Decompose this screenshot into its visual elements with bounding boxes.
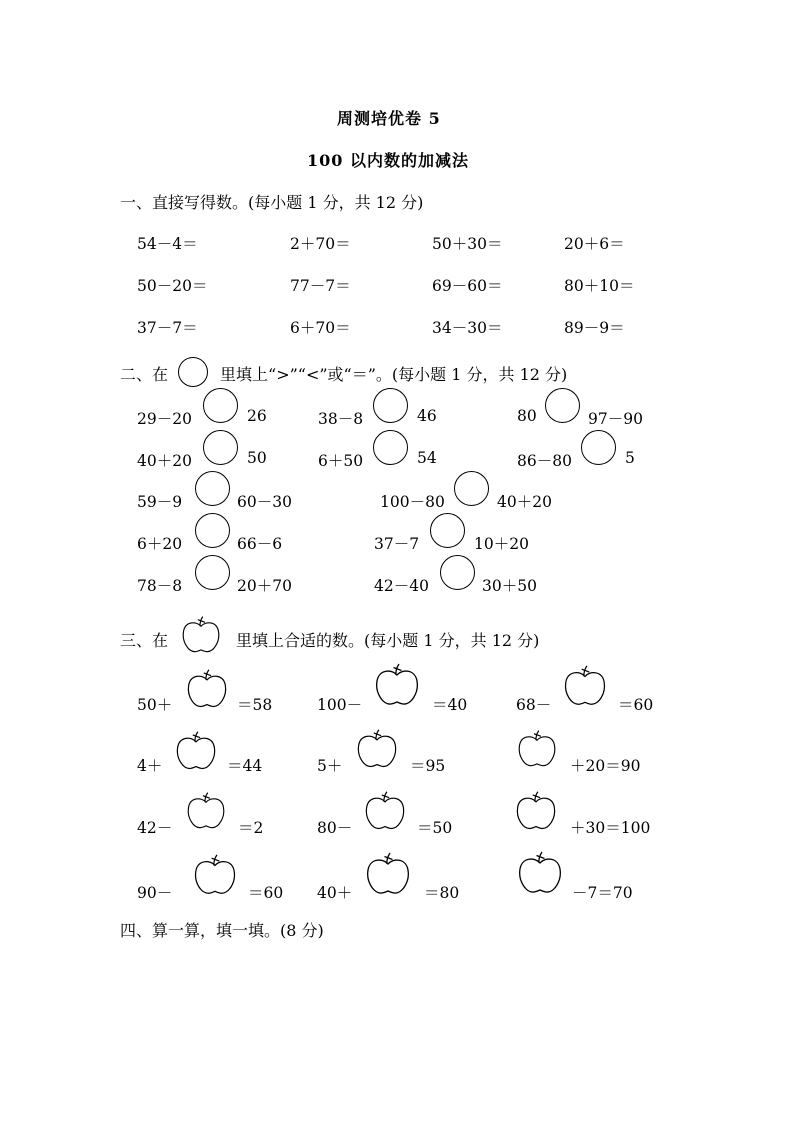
s3-item-6-right: ＋20＝90 xyxy=(570,757,641,775)
s3-item-11-right: ＝80 xyxy=(424,884,460,902)
apple-answer-box[interactable] xyxy=(516,850,564,896)
answer-circle[interactable] xyxy=(195,555,230,590)
apple-icon xyxy=(180,615,222,655)
answer-circle[interactable] xyxy=(430,513,465,548)
answer-circle[interactable] xyxy=(545,388,580,423)
s1-item-6: 77－7＝ xyxy=(290,277,351,295)
s2-item-1-left: 29－20 xyxy=(137,410,192,428)
s1-item-12: 89－9＝ xyxy=(564,319,625,337)
s1-item-2: 2＋70＝ xyxy=(290,235,351,253)
s3-item-9-right: ＋30＝100 xyxy=(570,819,651,837)
s2-item-6-right: 5 xyxy=(625,449,635,467)
s2-item-12-left: 42－40 xyxy=(374,577,429,595)
s2-item-7-right: 60－30 xyxy=(237,493,292,511)
s3-item-1-right: ＝58 xyxy=(237,696,273,714)
s1-item-1: 54－4＝ xyxy=(137,235,198,253)
section-2-heading xyxy=(120,362,567,387)
s3-item-7-right: ＝2 xyxy=(238,819,264,837)
apple-answer-box[interactable] xyxy=(192,852,238,898)
answer-circle[interactable] xyxy=(440,555,475,590)
s3-item-11-left: 40＋ xyxy=(317,884,353,902)
s2-item-3-left: 80 xyxy=(517,407,537,425)
s3-item-4-right: ＝44 xyxy=(227,757,263,775)
answer-circle[interactable] xyxy=(195,471,230,506)
s3-item-8-left: 80－ xyxy=(317,819,353,837)
apple-answer-box[interactable] xyxy=(355,728,399,770)
s3-item-2-right: ＝40 xyxy=(432,696,468,714)
apple-answer-box[interactable] xyxy=(514,790,558,832)
section-3-heading-pre: 三、在 xyxy=(120,631,169,650)
s1-item-3: 50＋30＝ xyxy=(432,235,503,253)
apple-answer-box[interactable] xyxy=(373,662,421,708)
s3-item-10-left: 90－ xyxy=(137,884,173,902)
s2-item-10-left: 37－7 xyxy=(374,535,420,553)
s1-item-7: 69－60＝ xyxy=(432,277,503,295)
section-3-heading xyxy=(120,628,539,655)
s2-item-11-right: 20＋70 xyxy=(237,577,292,595)
s3-item-12-right: －7＝70 xyxy=(572,884,633,902)
s2-item-10-right: 10＋20 xyxy=(474,535,529,553)
apple-answer-box[interactable] xyxy=(562,664,608,708)
s2-item-4-right: 50 xyxy=(247,449,267,467)
answer-circle[interactable] xyxy=(195,513,230,548)
s2-item-5-left: 6＋50 xyxy=(318,452,364,470)
s2-item-11-left: 78－8 xyxy=(137,577,183,595)
s1-item-11: 34－30＝ xyxy=(432,319,503,337)
apple-answer-box[interactable] xyxy=(363,790,407,832)
s3-item-8-right: ＝50 xyxy=(417,819,453,837)
section-4-heading: 四、算一算，填一填。(8 分) xyxy=(120,921,324,940)
s2-item-8-left: 100－80 xyxy=(380,493,445,511)
s2-item-3-right: 97－90 xyxy=(588,410,643,428)
s3-item-3-left: 68－ xyxy=(516,696,552,714)
s3-item-4-left: 4＋ xyxy=(137,757,163,775)
compare-circle-icon xyxy=(178,357,208,387)
apple-answer-box[interactable] xyxy=(364,850,412,898)
page-title: 周测培优卷 5 xyxy=(337,109,441,128)
answer-circle[interactable] xyxy=(203,388,238,423)
answer-circle[interactable] xyxy=(373,430,408,465)
section-3-heading-post: 里填上合适的数。(每小题 1 分，共 12 分) xyxy=(236,631,540,650)
s3-item-2-left: 100－ xyxy=(317,696,363,714)
s2-item-9-left: 6＋20 xyxy=(137,535,183,553)
s3-item-10-right: ＝60 xyxy=(248,884,284,902)
s2-item-7-left: 59－9 xyxy=(137,493,183,511)
s2-item-9-right: 66－6 xyxy=(237,535,283,553)
s2-item-4-left: 40＋20 xyxy=(137,452,192,470)
s1-item-4: 20＋6＝ xyxy=(564,235,625,253)
s2-item-6-left: 86－80 xyxy=(517,452,572,470)
section-2-heading-pre: 二、在 xyxy=(120,365,169,384)
s3-item-5-right: ＝95 xyxy=(410,757,446,775)
apple-answer-box[interactable] xyxy=(174,730,218,772)
answer-circle[interactable] xyxy=(203,430,238,465)
answer-circle[interactable] xyxy=(454,471,489,506)
apple-answer-box[interactable] xyxy=(185,668,229,710)
s2-item-2-right: 46 xyxy=(417,407,437,425)
apple-answer-box[interactable] xyxy=(185,790,227,832)
s1-item-9: 37－7＝ xyxy=(137,319,198,337)
answer-circle[interactable] xyxy=(581,430,616,465)
s1-item-8: 80＋10＝ xyxy=(564,277,635,295)
apple-answer-box[interactable] xyxy=(516,728,558,770)
s3-item-7-left: 42－ xyxy=(137,819,173,837)
s3-item-5-left: 5＋ xyxy=(317,757,343,775)
s2-item-12-right: 30＋50 xyxy=(482,577,537,595)
s3-item-3-right: ＝60 xyxy=(618,696,654,714)
page-subtitle: 100 以内数的加减法 xyxy=(307,151,469,170)
s1-item-5: 50－20＝ xyxy=(137,277,208,295)
s2-item-5-right: 54 xyxy=(417,449,437,467)
s2-item-2-left: 38－8 xyxy=(318,410,364,428)
s3-item-1-left: 50＋ xyxy=(137,696,173,714)
answer-circle[interactable] xyxy=(373,388,408,423)
section-2-heading-post: 里填上“>”“<”或“＝”。(每小题 1 分，共 12 分) xyxy=(220,365,568,384)
section-1-heading: 一、直接写得数。(每小题 1 分，共 12 分) xyxy=(120,193,424,212)
s1-item-10: 6＋70＝ xyxy=(290,319,351,337)
s2-item-1-right: 26 xyxy=(247,407,267,425)
s2-item-8-right: 40＋20 xyxy=(497,493,552,511)
